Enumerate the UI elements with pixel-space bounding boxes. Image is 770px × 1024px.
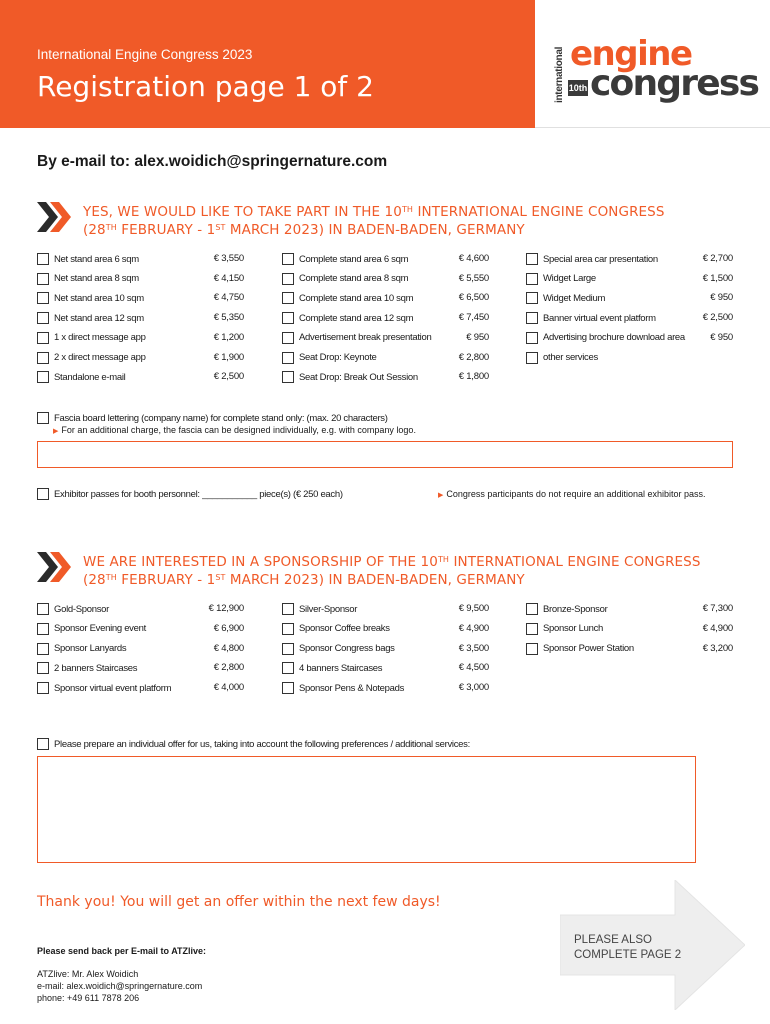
option-label: Net stand area 10 sqm	[54, 292, 144, 304]
option-price: € 950	[710, 292, 733, 304]
double-chevron-icon	[37, 202, 73, 232]
checkbox[interactable]	[526, 312, 538, 324]
option-price: € 2,700	[702, 253, 733, 264]
option-complete-stand-area-12-sqm[interactable]	[282, 311, 413, 325]
option-other-services[interactable]	[526, 351, 598, 365]
option-sponsor-coffee-breaks[interactable]	[282, 622, 390, 636]
checkbox[interactable]	[282, 292, 294, 304]
individual-offer-option[interactable]	[37, 737, 470, 751]
double-chevron-icon	[37, 552, 73, 582]
option-widget-large[interactable]	[526, 272, 596, 286]
option-price: € 5,550	[458, 272, 489, 284]
individual-offer-textarea[interactable]	[37, 756, 696, 863]
thank-you-message: Thank you! You will get an offer within the next few days!	[37, 894, 441, 910]
checkbox[interactable]	[282, 603, 294, 615]
checkbox[interactable]	[282, 371, 294, 383]
option-price: € 6,900	[213, 622, 244, 634]
option-price: € 4,500	[458, 662, 489, 674]
option-label: Sponsor Pens & Notepads	[299, 682, 405, 694]
option-price: € 9,500	[458, 603, 489, 614]
option-price: € 3,000	[458, 682, 489, 694]
option-price: € 4,750	[213, 292, 244, 304]
option-price: € 4,900	[702, 622, 733, 634]
contact-email: e-mail: alex.woidich@springernature.com	[37, 981, 203, 991]
checkbox[interactable]	[37, 643, 49, 655]
option-sponsor-virtual-event-platform[interactable]	[37, 681, 171, 695]
option-sponsor-congress-bags[interactable]	[282, 642, 395, 656]
option-price: € 4,800	[213, 642, 244, 654]
exhibitor-pass-checkbox[interactable]	[37, 488, 49, 500]
option-price: € 7,450	[458, 312, 489, 324]
option-label: 1 x direct message app	[54, 332, 146, 344]
option-label: Net stand area 6 sqm	[54, 253, 139, 265]
option-advertising-brochure-download-area[interactable]	[526, 331, 685, 345]
contact-phone: phone: +49 611 7878 206	[37, 993, 140, 1003]
option-label: Sponsor Lanyards	[54, 643, 127, 655]
checkbox[interactable]	[526, 623, 538, 635]
option-complete-stand-area-10-sqm[interactable]	[282, 291, 413, 305]
option-label: Widget Large	[543, 273, 596, 285]
option-price: € 2,800	[213, 662, 244, 674]
option-price: € 1,500	[702, 272, 733, 284]
checkbox[interactable]	[37, 623, 49, 635]
option-seat-drop-keynote[interactable]	[282, 351, 377, 365]
option-price: € 1,900	[213, 351, 244, 363]
option-price: € 3,500	[458, 642, 489, 654]
option-complete-stand-area-6-sqm[interactable]	[282, 252, 408, 266]
exhibitor-pass-label: Exhibitor passes for booth personnel: ___________ piece(s) (€ 250 each)	[54, 488, 343, 500]
option-label: Advertisement break presentation	[299, 332, 432, 344]
checkbox[interactable]	[37, 273, 49, 285]
checkbox[interactable]	[37, 253, 49, 265]
checkbox[interactable]	[282, 682, 294, 694]
option-label: Complete stand area 6 sqm	[299, 253, 409, 265]
option-price: € 1,200	[213, 331, 244, 343]
option-label: Seat Drop: Break Out Session	[299, 371, 418, 383]
individual-offer-checkbox[interactable]	[37, 738, 49, 750]
option-label: Complete stand area 8 sqm	[299, 273, 409, 285]
option-widget-medium[interactable]	[526, 291, 605, 305]
option-1-x-direct-message-app[interactable]	[37, 331, 146, 345]
logo-congress: congress	[590, 63, 759, 104]
option-price: € 1,800	[458, 371, 489, 383]
checkbox[interactable]	[37, 371, 49, 383]
checkbox[interactable]	[282, 623, 294, 635]
option-label: other services	[543, 352, 598, 363]
checkbox[interactable]	[37, 603, 49, 615]
option-price: € 2,500	[213, 371, 244, 383]
option-label: Net stand area 8 sqm	[54, 273, 139, 285]
option-2-banners-staircases[interactable]	[37, 661, 137, 675]
contact-block	[37, 968, 202, 1004]
page-title: Registration page 1 of 2	[37, 70, 374, 103]
option-label: Complete stand area 10 sqm	[299, 292, 414, 304]
option-label: Sponsor Power Station	[543, 643, 634, 655]
option-price: € 12,900	[208, 603, 244, 614]
option-label: Special area car presentation	[543, 253, 658, 265]
option-net-stand-area-6-sqm[interactable]	[37, 252, 139, 266]
checkbox[interactable]	[37, 352, 49, 364]
exhibitor-pass-option[interactable]	[37, 487, 343, 501]
option-bronze-sponsor[interactable]	[526, 602, 607, 616]
option-label: Net stand area 12 sqm	[54, 312, 144, 324]
checkbox[interactable]	[526, 603, 538, 615]
checkbox[interactable]	[282, 253, 294, 265]
option-sponsor-pens-notepads[interactable]	[282, 681, 404, 695]
checkbox[interactable]	[526, 253, 538, 265]
option-label: 4 banners Staircases	[299, 662, 383, 674]
checkbox[interactable]	[37, 682, 49, 694]
option-sponsor-lanyards[interactable]	[37, 642, 126, 656]
option-price: € 4,150	[213, 272, 244, 284]
exhibitor-pass-note: ▶ Congress participants do not require an additional exhibitor pass.	[438, 489, 706, 499]
option-gold-sponsor[interactable]	[37, 602, 109, 616]
option-sponsor-power-station[interactable]	[526, 642, 634, 656]
option-label: Advertising brochure download area	[543, 332, 685, 344]
checkbox[interactable]	[526, 332, 538, 344]
checkbox[interactable]	[282, 662, 294, 674]
complete-page-2-note: PLEASE ALSO COMPLETE PAGE 2	[574, 934, 682, 961]
fascia-option[interactable]	[37, 411, 388, 425]
checkbox[interactable]	[37, 292, 49, 304]
option-seat-drop-break-out-session[interactable]	[282, 370, 418, 384]
logo-edition: 10th	[568, 80, 588, 96]
fascia-checkbox[interactable]	[37, 412, 49, 424]
checkbox[interactable]	[282, 332, 294, 344]
option-price: € 6,500	[458, 292, 489, 304]
option-label: Sponsor Evening event	[54, 623, 146, 635]
option-label: 2 x direct message app	[54, 352, 146, 363]
option-price: € 3,550	[213, 253, 244, 264]
option-banner-virtual-event-platform[interactable]	[526, 311, 656, 325]
fascia-note: ▶ For an additional charge, the fascia can be designed individually, e.g. with company logo.	[53, 425, 416, 435]
option-advertisement-break-presentation[interactable]	[282, 331, 431, 345]
logo-engine: engine	[570, 34, 692, 74]
checkbox[interactable]	[526, 292, 538, 304]
option-complete-stand-area-8-sqm[interactable]	[282, 272, 408, 286]
option-label: Standalone e-mail	[54, 371, 126, 383]
logo-international: international	[554, 46, 565, 103]
option-label: Sponsor virtual event platform	[54, 682, 172, 694]
option-label: 2 banners Staircases	[54, 662, 138, 674]
checkbox[interactable]	[282, 273, 294, 285]
option-silver-sponsor[interactable]	[282, 602, 357, 616]
option-sponsor-lunch[interactable]	[526, 622, 603, 636]
option-label: Widget Medium	[543, 292, 606, 304]
checkbox[interactable]	[282, 312, 294, 324]
option-label: Sponsor Coffee breaks	[299, 623, 390, 635]
option-label: Seat Drop: Keynote	[299, 352, 377, 363]
option-standalone-e-mail[interactable]	[37, 370, 125, 384]
fascia-label: Fascia board lettering (company name) for complete stand only: (max. 20 characters)	[54, 412, 388, 424]
option-label: Complete stand area 12 sqm	[299, 312, 414, 324]
option-sponsor-evening-event[interactable]	[37, 622, 146, 636]
option-net-stand-area-12-sqm[interactable]	[37, 311, 144, 325]
checkbox[interactable]	[37, 312, 49, 324]
option-price: € 3,200	[702, 642, 733, 654]
option-price: € 950	[710, 331, 733, 343]
option-price: € 5,350	[213, 312, 244, 324]
checkbox[interactable]	[526, 273, 538, 285]
congress-subtitle: International Engine Congress 2023	[37, 47, 253, 62]
email-instruction: By e-mail to: alex.woidich@springernature.com	[37, 153, 388, 170]
option-price: € 2,800	[458, 351, 489, 363]
option-price: € 950	[466, 331, 489, 343]
checkbox[interactable]	[37, 332, 49, 344]
option-label: Sponsor Congress bags	[299, 643, 395, 655]
checkbox[interactable]	[282, 643, 294, 655]
option-net-stand-area-10-sqm[interactable]	[37, 291, 144, 305]
option-price: € 2,500	[702, 312, 733, 324]
checkbox[interactable]	[526, 643, 538, 655]
option-label: Bronze-Sponsor	[543, 603, 608, 615]
option-price: € 4,900	[458, 622, 489, 634]
triangle-right-icon: ▶	[438, 492, 444, 499]
header-banner	[0, 0, 535, 128]
option-price: € 4,000	[213, 682, 244, 694]
option-net-stand-area-8-sqm[interactable]	[37, 272, 139, 286]
option-label: Gold-Sponsor	[54, 603, 110, 615]
option-special-area-car-presentation[interactable]	[526, 252, 658, 266]
checkbox[interactable]	[526, 352, 538, 364]
checkbox[interactable]	[37, 662, 49, 674]
checkbox[interactable]	[282, 352, 294, 364]
option-label: Banner virtual event platform	[543, 312, 656, 324]
option-price: € 4,600	[458, 253, 489, 264]
option-4-banners-staircases[interactable]	[282, 661, 382, 675]
triangle-right-icon: ▶	[53, 428, 59, 435]
option-label: Silver-Sponsor	[299, 603, 358, 615]
send-back-instruction: Please send back per E-mail to ATZlive:	[37, 946, 207, 956]
fascia-input[interactable]	[37, 441, 733, 468]
option-label: Sponsor Lunch	[543, 623, 604, 635]
option-2-x-direct-message-app[interactable]	[37, 351, 146, 365]
option-price: € 7,300	[702, 603, 733, 614]
contact-name: ATZlive: Mr. Alex Woidich	[37, 969, 139, 979]
section2-heading: WE ARE INTERESTED IN A SPONSORSHIP OF THE 10TH INTERNATIONAL ENGINE CONGRESS (28TH FEBRUARY - 1ST MARCH 2023) IN BADEN-BADEN, GERMANY	[83, 554, 701, 588]
individual-offer-label: Please prepare an individual offer for us, taking into account the following preferences / additional services:	[54, 738, 470, 750]
section1-heading: YES, WE WOULD LIKE TO TAKE PART IN THE 10TH INTERNATIONAL ENGINE CONGRESS (28TH FEBRUARY - 1ST MARCH 2023) IN BADEN-BADEN, GERMANY	[83, 204, 665, 238]
